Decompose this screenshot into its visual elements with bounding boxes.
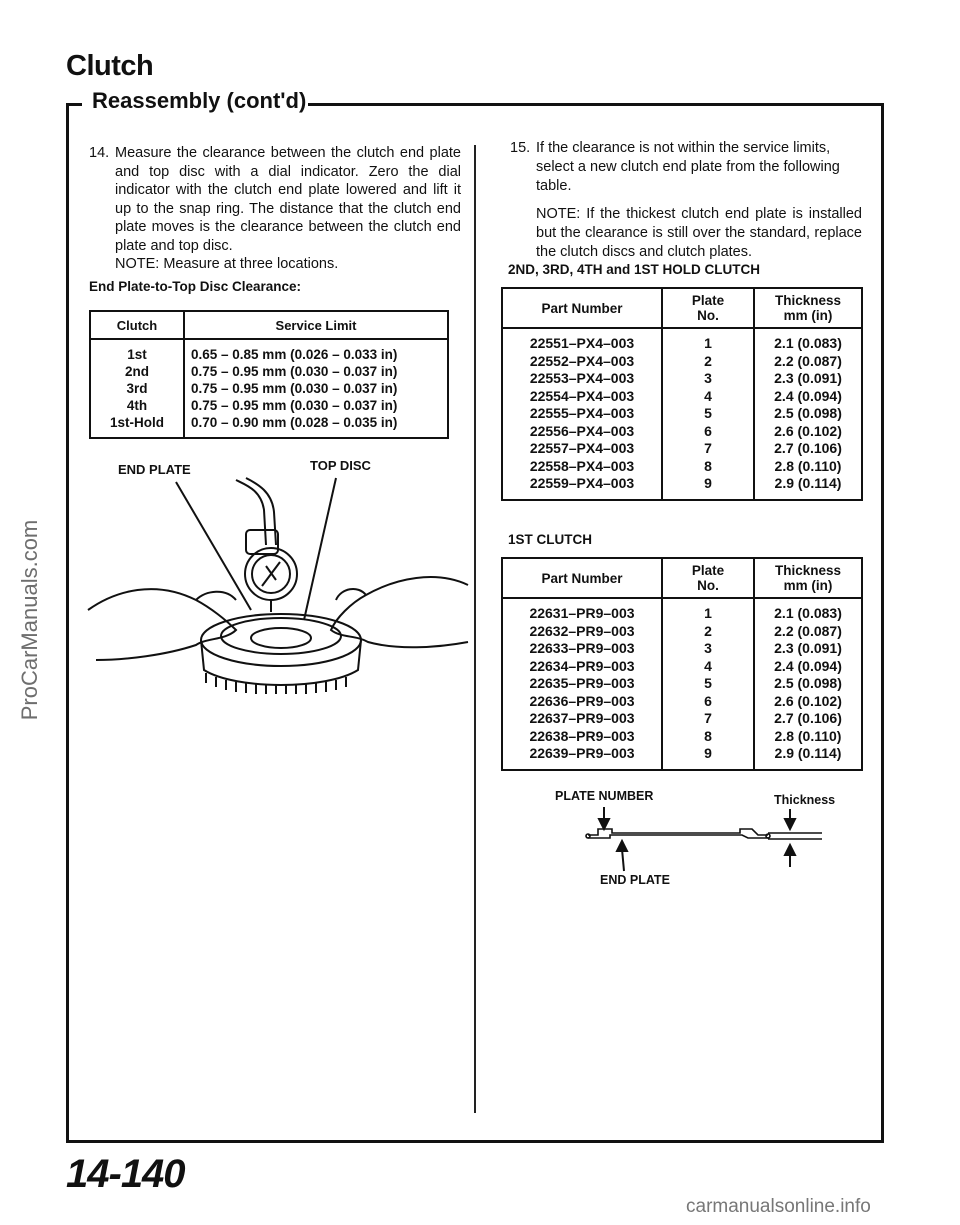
cell-thickness: 2.5 (0.098) bbox=[774, 675, 842, 691]
cell-part: 22632–PR9–003 bbox=[502, 623, 662, 641]
cell-part: 22558–PX4–003 bbox=[502, 458, 662, 476]
cell-thickness: 2.3 (0.091) bbox=[774, 640, 842, 656]
cell-thickness: 2.6 (0.102) bbox=[774, 692, 842, 709]
cell-clutch: 2nd bbox=[90, 363, 184, 380]
hold-clutch-heading: 2ND, 3RD, 4TH and 1ST HOLD CLUTCH bbox=[508, 262, 761, 277]
col-header-clutch: Clutch bbox=[90, 311, 184, 339]
table-row bbox=[502, 353, 862, 371]
header-text: mm (in) bbox=[783, 308, 833, 323]
cell-plate: 4 bbox=[662, 658, 754, 676]
first-clutch-heading: 1ST CLUTCH bbox=[508, 532, 592, 547]
dial-indicator-illustration bbox=[86, 470, 470, 720]
step-note: NOTE: Measure at three locations. bbox=[115, 256, 339, 272]
step-text: Measure the clearance between the clutch end plate and top disc with a dial indicator. Zero the dial indicator with the clutch end plate lowered and lift it up to the snap ring. The distance that the clutch end plate moves is the clearance between the clutch end plate and top disc. bbox=[115, 145, 461, 254]
cell-thickness: 2.4 (0.094) bbox=[774, 387, 842, 404]
clutch-drum bbox=[201, 614, 361, 666]
cell-thickness: 2.1 (0.083) bbox=[774, 605, 842, 621]
col-header-service-limit: Service Limit bbox=[184, 311, 448, 339]
table-row bbox=[502, 693, 862, 711]
top-disc-leader-line bbox=[304, 478, 336, 620]
clearance-heading: End Plate-to-Top Disc Clearance: bbox=[89, 279, 302, 294]
cell-part: 22554–PX4–003 bbox=[502, 388, 662, 406]
table-row bbox=[502, 675, 862, 693]
table-row bbox=[502, 640, 862, 658]
cell-part: 22639–PR9–003 bbox=[502, 745, 662, 770]
header-text: Thickness bbox=[774, 563, 842, 578]
cell-thickness: 2.9 (0.114) bbox=[774, 745, 842, 761]
cell-clutch: 4th bbox=[90, 397, 184, 414]
header-text: mm (in) bbox=[783, 578, 833, 593]
table-row bbox=[90, 414, 448, 438]
cell-part: 22553–PX4–003 bbox=[502, 370, 662, 388]
cell-part: 22634–PR9–003 bbox=[502, 658, 662, 676]
cell-clutch: 3rd bbox=[90, 380, 184, 397]
page-title: Clutch bbox=[66, 50, 154, 82]
cell-thickness: 2.2 (0.087) bbox=[774, 352, 842, 369]
col-header-plate-no bbox=[662, 288, 754, 328]
site-watermark: carmanualsonline.info bbox=[686, 1196, 871, 1217]
thickness-callout: Thickness bbox=[774, 793, 836, 807]
col-header-plate-no bbox=[662, 558, 754, 598]
table-row bbox=[90, 339, 448, 363]
cell-plate: 7 bbox=[662, 710, 754, 728]
table-row bbox=[502, 440, 862, 458]
cell-part: 22633–PR9–003 bbox=[502, 640, 662, 658]
cell-thickness: 2.7 (0.106) bbox=[774, 710, 842, 726]
table-row bbox=[90, 380, 448, 397]
step-number: 14. bbox=[89, 145, 110, 161]
table-row bbox=[502, 623, 862, 641]
arrow-head bbox=[599, 819, 609, 829]
cell-plate: 1 bbox=[662, 598, 754, 623]
header-text: Plate bbox=[691, 293, 725, 308]
page-number: 14-140 bbox=[66, 1152, 185, 1196]
cell-thickness: 2.9 (0.114) bbox=[774, 475, 842, 491]
frame-rule bbox=[66, 1140, 884, 1143]
cell-limit: 0.70 – 0.90 mm (0.028 – 0.035 in) bbox=[191, 415, 398, 430]
cell-limit: 0.65 – 0.85 mm (0.026 – 0.033 in) bbox=[191, 347, 398, 362]
table-row bbox=[502, 658, 862, 676]
section-subtitle: Reassembly (cont'd) bbox=[92, 88, 307, 113]
cell-part: 22555–PX4–003 bbox=[502, 405, 662, 423]
cell-plate: 2 bbox=[662, 353, 754, 371]
cell-plate: 9 bbox=[662, 745, 754, 770]
frame-rule bbox=[881, 103, 884, 1143]
cell-part: 22556–PX4–003 bbox=[502, 423, 662, 441]
cell-thickness: 2.7 (0.106) bbox=[774, 440, 842, 456]
cell-thickness: 2.8 (0.110) bbox=[774, 457, 842, 474]
step-note: NOTE: If the thickest clutch end plate is installed but the clearance is still over the standard, replace the clutch discs and clutch plates. bbox=[536, 206, 862, 260]
cell-thickness: 2.4 (0.094) bbox=[774, 657, 842, 674]
left-hand bbox=[88, 589, 236, 660]
table-row bbox=[502, 710, 862, 728]
clearance-table bbox=[89, 310, 449, 439]
first-clutch-plate-table bbox=[501, 557, 863, 771]
frame-rule bbox=[308, 103, 884, 106]
end-plate-arrow bbox=[622, 849, 624, 871]
header-text: Plate bbox=[691, 563, 725, 578]
table-row bbox=[502, 423, 862, 441]
step-text: If the clearance is not within the service limits, select a new clutch end plate from the following table. bbox=[536, 140, 840, 194]
right-hand bbox=[331, 577, 468, 647]
cell-limit: 0.75 – 0.95 mm (0.030 – 0.037 in) bbox=[191, 398, 398, 413]
cell-plate: 7 bbox=[662, 440, 754, 458]
step-number: 15. bbox=[510, 140, 531, 156]
end-plate-section-diagram bbox=[580, 805, 830, 875]
cell-part: 22551–PX4–003 bbox=[502, 328, 662, 353]
cell-thickness: 2.2 (0.087) bbox=[774, 622, 842, 639]
side-watermark bbox=[10, 505, 50, 735]
col-header-part-number: Part Number bbox=[502, 288, 662, 328]
cell-limit: 0.75 – 0.95 mm (0.030 – 0.037 in) bbox=[191, 381, 398, 396]
step-14 bbox=[89, 144, 461, 274]
cell-plate: 2 bbox=[662, 623, 754, 641]
cell-plate: 9 bbox=[662, 475, 754, 500]
cell-thickness: 2.5 (0.098) bbox=[774, 405, 842, 421]
table-row bbox=[502, 388, 862, 406]
cell-thickness: 2.8 (0.110) bbox=[774, 727, 842, 744]
cell-plate: 6 bbox=[662, 693, 754, 711]
step-15 bbox=[510, 139, 862, 262]
table-row bbox=[90, 363, 448, 380]
cell-plate: 8 bbox=[662, 728, 754, 746]
hold-clutch-plate-table bbox=[501, 287, 863, 501]
header-text: Thickness bbox=[774, 293, 842, 308]
cell-part: 22552–PX4–003 bbox=[502, 353, 662, 371]
cell-part: 22559–PX4–003 bbox=[502, 475, 662, 500]
top-disc-callout: TOP DISC bbox=[310, 458, 371, 473]
end-plate-leader-line bbox=[176, 482, 251, 610]
cell-part: 22635–PR9–003 bbox=[502, 675, 662, 693]
cell-plate: 3 bbox=[662, 640, 754, 658]
cell-clutch: 1st bbox=[90, 339, 184, 363]
cell-part: 22557–PX4–003 bbox=[502, 440, 662, 458]
cell-plate: 8 bbox=[662, 458, 754, 476]
cell-plate: 5 bbox=[662, 675, 754, 693]
plate-number-callout: PLATE NUMBER bbox=[555, 789, 654, 803]
cell-part: 22638–PR9–003 bbox=[502, 728, 662, 746]
header-text: No. bbox=[697, 578, 719, 593]
cell-plate: 5 bbox=[662, 405, 754, 423]
side-watermark-text: ProCarManuals.com bbox=[17, 519, 42, 721]
table-row bbox=[502, 598, 862, 623]
cell-plate: 6 bbox=[662, 423, 754, 441]
cell-plate: 3 bbox=[662, 370, 754, 388]
arrow-head bbox=[785, 819, 795, 829]
cell-part: 22637–PR9–003 bbox=[502, 710, 662, 728]
arrow-head bbox=[785, 845, 795, 855]
cell-plate: 1 bbox=[662, 328, 754, 353]
end-plate-profile bbox=[586, 829, 822, 839]
col-header-part-number: Part Number bbox=[502, 558, 662, 598]
table-row bbox=[502, 328, 862, 353]
table-row bbox=[502, 405, 862, 423]
cell-part: 22631–PR9–003 bbox=[502, 598, 662, 623]
cell-limit: 0.75 – 0.95 mm (0.030 – 0.037 in) bbox=[191, 364, 398, 379]
table-row bbox=[502, 745, 862, 770]
table-row bbox=[502, 475, 862, 500]
frame-rule bbox=[66, 103, 69, 1143]
cell-thickness: 2.1 (0.083) bbox=[774, 335, 842, 351]
column-divider bbox=[474, 145, 476, 1113]
end-plate-callout: END PLATE bbox=[118, 462, 191, 477]
arrow-head bbox=[617, 841, 627, 851]
col-header-thickness bbox=[754, 558, 862, 598]
cell-plate: 4 bbox=[662, 388, 754, 406]
table-row bbox=[502, 458, 862, 476]
cell-thickness: 2.6 (0.102) bbox=[774, 422, 842, 439]
cell-part: 22636–PR9–003 bbox=[502, 693, 662, 711]
table-row bbox=[90, 397, 448, 414]
cell-clutch: 1st-Hold bbox=[90, 414, 184, 438]
table-row bbox=[502, 370, 862, 388]
cell-thickness: 2.3 (0.091) bbox=[774, 370, 842, 386]
col-header-thickness bbox=[754, 288, 862, 328]
header-text: No. bbox=[697, 308, 719, 323]
table-row bbox=[502, 728, 862, 746]
end-plate-callout-2: END PLATE bbox=[600, 873, 670, 887]
